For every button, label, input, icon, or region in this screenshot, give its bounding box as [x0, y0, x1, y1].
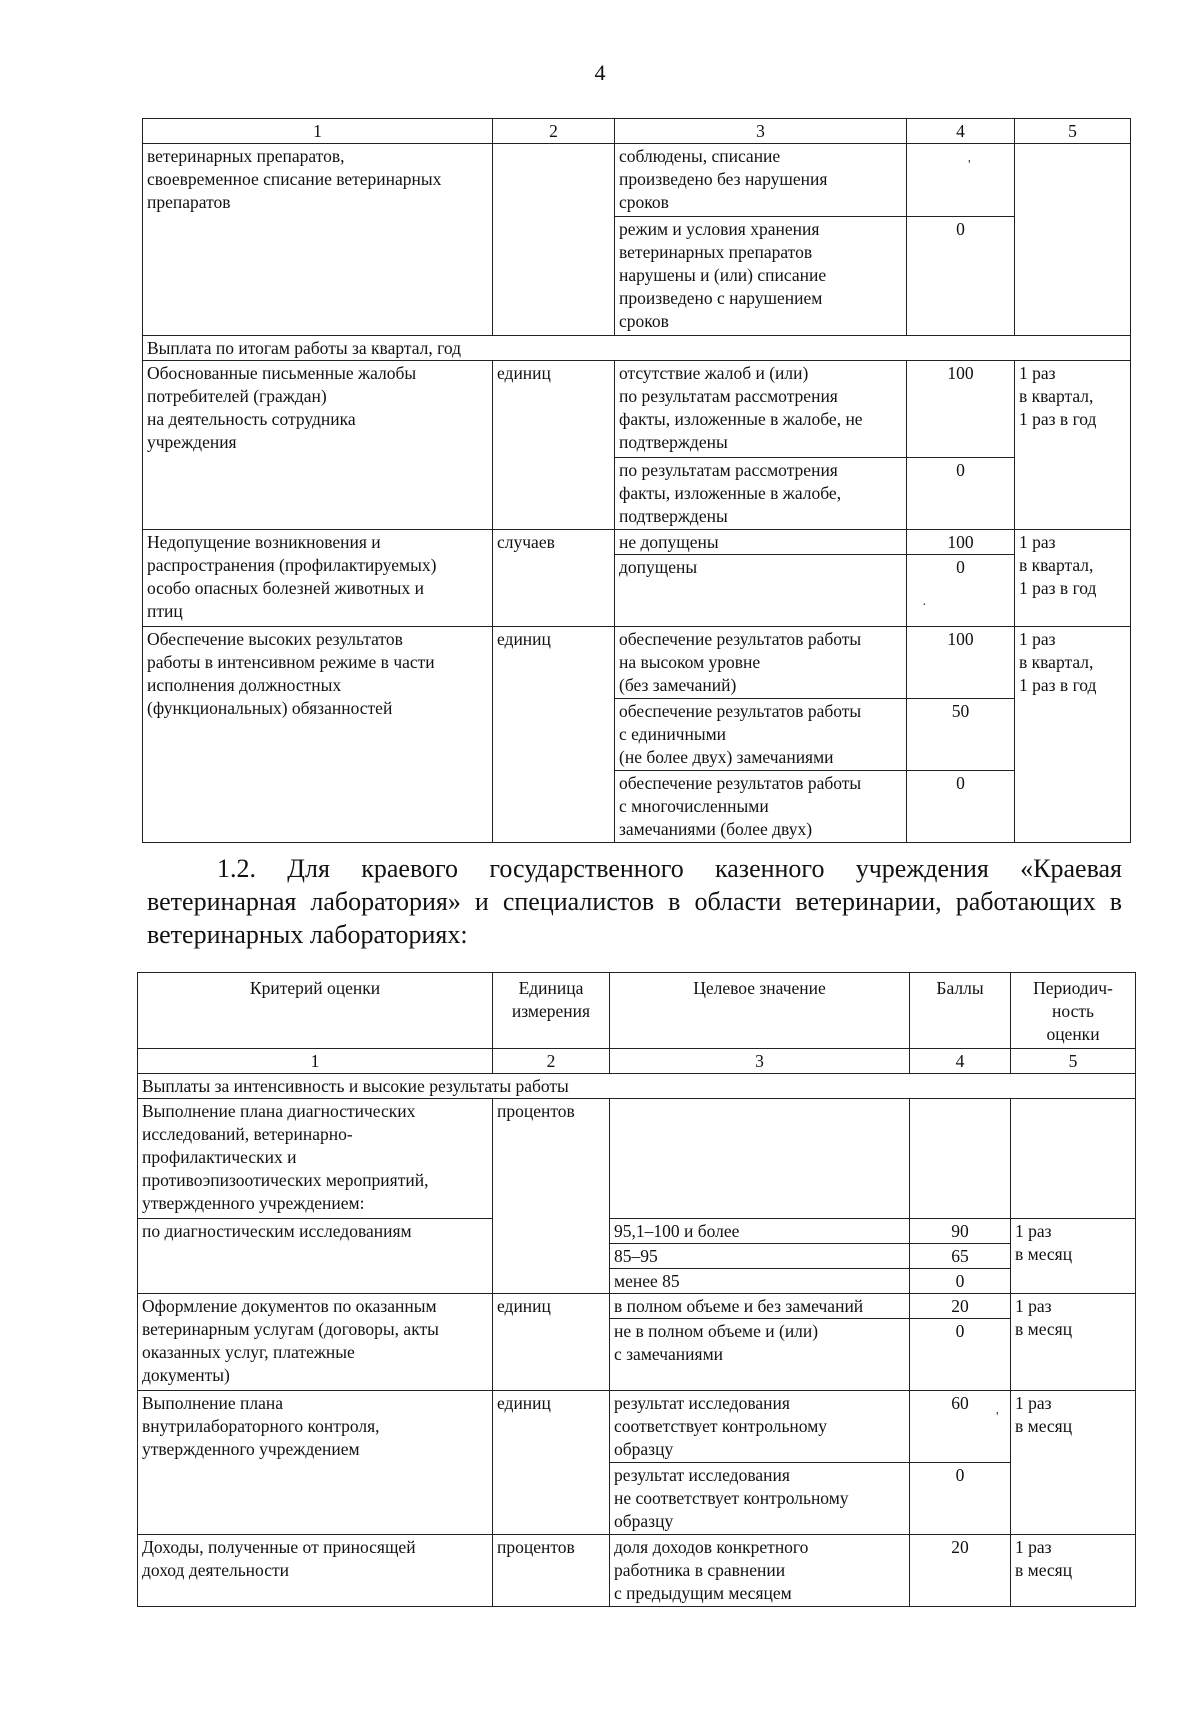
unit-cell: единиц	[493, 361, 615, 530]
page-number: 4	[594, 60, 606, 85]
table-row	[138, 1219, 1136, 1244]
points-cell: 0	[910, 1463, 1011, 1535]
target-cell: 95,1–100 и более	[610, 1219, 910, 1244]
target-cell: допущены	[615, 555, 907, 627]
col-number-1: 1	[143, 119, 493, 144]
period-cell: 1 раз в квартал, 1 раз в год	[1015, 530, 1131, 627]
target-cell: соблюдены, списание произведено без нарушения сроков	[615, 144, 907, 217]
period-cell: 1 раз в квартал, 1 раз в год	[1015, 361, 1131, 530]
target-cell: по результатам рассмотрения факты, изложенные в жалобе, подтверждены	[615, 458, 907, 530]
unit-cell: процентов	[493, 1535, 610, 1607]
section-title: Выплата по итогам работы за квартал, год	[143, 336, 1131, 361]
col-number-3: 3	[615, 119, 907, 144]
criterion-cell: Оформление документов по оказанным ветеринарным услугам (договоры, акты оказанных услуг, платежные документы)	[138, 1294, 493, 1391]
target-cell: не допущены	[615, 530, 907, 555]
period-cell: 1 раз в месяц	[1011, 1535, 1136, 1607]
criterion-cell: Обоснованные письменные жалобы потребителей (граждан) на деятельность сотрудника учреждения	[143, 361, 493, 530]
table-row	[143, 627, 1131, 699]
points-cell	[910, 1099, 1011, 1219]
section-row	[138, 1074, 1136, 1099]
points-cell: 0	[907, 771, 1015, 843]
table-row	[138, 1535, 1136, 1607]
points-cell: 20	[910, 1294, 1011, 1319]
period-cell: 1 раз в месяц	[1011, 1294, 1136, 1391]
col-number-1: 1	[138, 1049, 493, 1074]
section-title: Выплаты за интенсивность и высокие результаты работы	[138, 1074, 1136, 1099]
points-cell: 0	[910, 1319, 1011, 1391]
scan-speck: ·	[922, 598, 927, 613]
points-cell: 0	[907, 458, 1015, 530]
target-cell	[610, 1099, 910, 1219]
target-cell: обеспечение результатов работы на высоком уровне (без замечаний)	[615, 627, 907, 699]
header-target: Целевое значение	[610, 973, 910, 1049]
points-cell: 90	[910, 1219, 1011, 1244]
target-cell: 85–95	[610, 1244, 910, 1269]
col-number-5: 5	[1015, 119, 1131, 144]
laboratory-criteria-table	[137, 972, 1136, 1607]
paragraph-text: 1.2. Для краевого государственного казенного учреждения «Краевая ветеринарная лаборатория» и специалистов в области ветеринарии, работающих в ветеринарных лабораториях:	[147, 854, 1122, 949]
target-cell: обеспечение результатов работы с единичными (не более двух) замечаниями	[615, 699, 907, 771]
header-row	[138, 973, 1136, 1049]
col-number-5: 5	[1011, 1049, 1136, 1074]
criterion-cell: ветеринарных препаратов, своевременное списание ветеринарных препаратов	[143, 144, 493, 336]
period-cell: 1 раз в месяц	[1011, 1219, 1136, 1294]
column-number-row	[138, 1049, 1136, 1074]
header-period: Периодич- ность оценки	[1011, 973, 1136, 1049]
target-cell: результат исследования соответствует контрольному образцу	[610, 1391, 910, 1463]
points-cell: 100	[907, 530, 1015, 555]
target-cell: доля доходов конкретного работника в сравнении с предыдущим месяцем	[610, 1535, 910, 1607]
unit-cell: процентов	[493, 1099, 610, 1294]
table-row	[138, 1099, 1136, 1219]
col-number-4: 4	[910, 1049, 1011, 1074]
unit-cell: единиц	[493, 627, 615, 843]
target-cell: не в полном объеме и (или) с замечаниями	[610, 1319, 910, 1391]
target-cell: обеспечение результатов работы с многочисленными замечаниями (более двух)	[615, 771, 907, 843]
period-cell: 1 раз в месяц	[1011, 1391, 1136, 1535]
header-points: Баллы	[910, 973, 1011, 1049]
points-cell: 60	[910, 1391, 1011, 1463]
period-cell	[1011, 1099, 1136, 1219]
points-cell: 50	[907, 699, 1015, 771]
points-cell: 0	[907, 555, 1015, 627]
column-number-row	[143, 119, 1131, 144]
target-cell: менее 85	[610, 1269, 910, 1294]
scan-speck: '	[968, 158, 971, 173]
unit-cell	[493, 144, 615, 336]
table-row	[143, 530, 1131, 555]
target-cell: результат исследования не соответствует контрольному образцу	[610, 1463, 910, 1535]
target-cell: режим и условия хранения ветеринарных препаратов нарушены и (или) списание произведено с нарушением сроков	[615, 217, 907, 336]
section-paragraph	[147, 852, 1122, 951]
col-number-4: 4	[907, 119, 1015, 144]
points-cell: 100	[907, 361, 1015, 458]
points-cell: 0	[907, 217, 1015, 336]
points-cell: 100	[907, 627, 1015, 699]
criterion-cell: Недопущение возникновения и распространения (профилактируемых) особо опасных болезней животных и птиц	[143, 530, 493, 627]
header-criterion: Критерий оценки	[138, 973, 493, 1049]
criteria-table-continued	[142, 118, 1131, 843]
criterion-cell: Доходы, полученные от приносящей доход деятельности	[138, 1535, 493, 1607]
period-cell: 1 раз в квартал, 1 раз в год	[1015, 627, 1131, 843]
sub-criterion-cell: по диагностическим исследованиям	[138, 1219, 493, 1294]
col-number-3: 3	[610, 1049, 910, 1074]
target-cell: отсутствие жалоб и (или) по результатам рассмотрения факты, изложенные в жалобе, не подтверждены	[615, 361, 907, 458]
unit-cell: единиц	[493, 1294, 610, 1391]
points-cell: 20	[910, 1535, 1011, 1607]
criterion-cell: Обеспечение высоких результатов работы в интенсивном режиме в части исполнения должностных (функциональных) обязанностей	[143, 627, 493, 843]
table-row	[143, 361, 1131, 458]
table-row	[138, 1391, 1136, 1463]
unit-cell: случаев	[493, 530, 615, 627]
section-row	[143, 336, 1131, 361]
target-cell: в полном объеме и без замечаний	[610, 1294, 910, 1319]
criterion-cell: Выполнение плана внутрилабораторного контроля, утвержденного учреждением	[138, 1391, 493, 1535]
points-cell: 65	[910, 1244, 1011, 1269]
period-cell	[1015, 144, 1131, 336]
col-number-2: 2	[493, 119, 615, 144]
table-row	[143, 144, 1131, 217]
criterion-cell: Выполнение плана диагностических исследований, ветеринарно- профилактических и противоэпизоотических мероприятий, утвержденного учреждением:	[138, 1099, 493, 1219]
col-number-2: 2	[493, 1049, 610, 1074]
points-cell: 0	[910, 1269, 1011, 1294]
unit-cell: единиц	[493, 1391, 610, 1535]
header-unit: Единица измерения	[493, 973, 610, 1049]
table-row	[138, 1294, 1136, 1319]
scan-speck: '	[996, 1410, 999, 1425]
points-cell	[907, 144, 1015, 217]
